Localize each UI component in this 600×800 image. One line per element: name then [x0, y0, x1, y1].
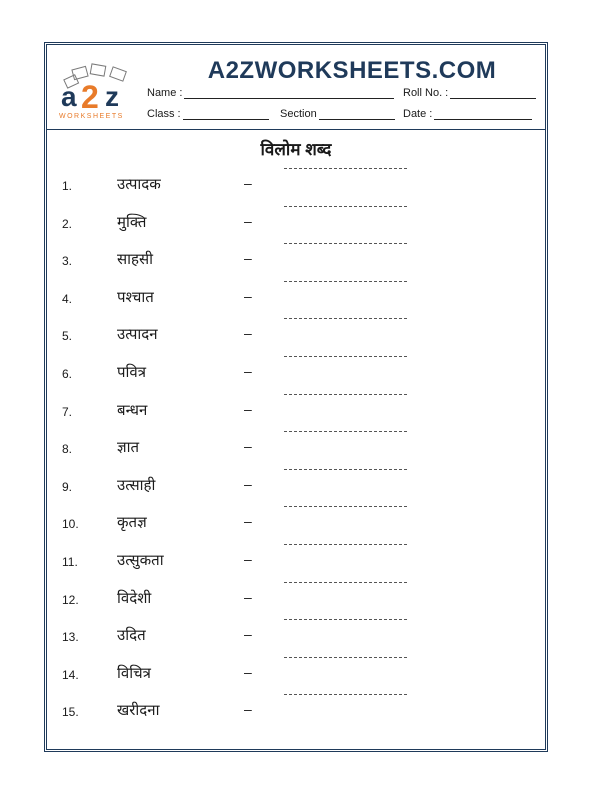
section-blank[interactable]: [319, 109, 395, 120]
name-label: Name :: [147, 87, 183, 99]
roll-no-blank[interactable]: [450, 88, 536, 99]
question-number: 6.: [62, 367, 73, 381]
question-row: [47, 287, 545, 307]
question-row: [47, 362, 545, 382]
answer-blank[interactable]: [284, 394, 407, 395]
question-row: [47, 400, 545, 420]
question-row: [47, 663, 545, 683]
question-dash: –: [244, 287, 252, 304]
answer-blank[interactable]: [284, 544, 407, 545]
question-word: उत्सुकता: [117, 552, 164, 569]
answer-blank[interactable]: [284, 694, 407, 695]
question-number: 7.: [62, 404, 73, 419]
question-word: ज्ञात: [117, 439, 140, 457]
class-field[interactable]: [147, 108, 269, 120]
question-row: [47, 550, 545, 570]
question-word: मुक्ति: [117, 213, 147, 231]
answer-blank[interactable]: [284, 469, 407, 470]
answer-blank[interactable]: [284, 506, 407, 507]
question-row: [47, 249, 545, 269]
answer-blank[interactable]: [284, 168, 407, 169]
question-number: 14.: [62, 667, 79, 682]
question-word: उत्पादन: [117, 326, 158, 344]
roll-no-field[interactable]: [403, 87, 536, 99]
answer-blank[interactable]: [284, 281, 407, 282]
answer-blank[interactable]: [284, 356, 407, 357]
worksheet-title: विलोम शब्द: [260, 140, 332, 159]
question-number: 3.: [62, 254, 73, 269]
answer-blank[interactable]: [284, 318, 407, 319]
site-title: A2ZWORKSHEETS.COM: [207, 57, 497, 84]
question-word: विचित्र: [117, 664, 151, 682]
question-dash: –: [244, 513, 252, 530]
question-dash: –: [244, 663, 252, 680]
question-dash: –: [244, 551, 252, 567]
question-row: [47, 588, 545, 608]
answer-blank[interactable]: [284, 206, 407, 207]
question-dash: –: [244, 400, 252, 417]
question-dash: –: [244, 175, 252, 191]
question-word: पवित्र: [117, 364, 147, 381]
question-word: साहसी: [117, 251, 154, 269]
question-word: खरीदना: [117, 702, 160, 720]
worksheet-header: [47, 45, 545, 130]
question-dash: –: [244, 363, 252, 379]
svg-text:2: 2: [81, 79, 99, 115]
question-row: [47, 475, 545, 495]
question-row: [47, 212, 545, 232]
name-field[interactable]: [147, 87, 394, 99]
worksheet-page: [44, 42, 548, 752]
question-word: विदेशी: [117, 589, 152, 607]
a2z-logo: [57, 63, 141, 123]
section-field[interactable]: [280, 108, 395, 120]
question-word: बन्धन: [117, 401, 148, 419]
question-row: [47, 174, 545, 194]
question-number: 1.: [62, 179, 73, 193]
question-number: 10.: [62, 517, 79, 532]
question-dash: –: [244, 626, 252, 643]
question-dash: –: [244, 438, 252, 455]
answer-blank[interactable]: [284, 243, 407, 244]
question-word: उत्साही: [117, 476, 156, 494]
question-number: 15.: [62, 705, 79, 720]
date-blank[interactable]: [434, 109, 532, 120]
question-number: 9.: [62, 479, 73, 494]
question-row: [47, 437, 545, 457]
date-field[interactable]: [403, 108, 532, 120]
question-dash: –: [244, 325, 252, 342]
section-label: Section: [280, 108, 317, 120]
roll-no-label: Roll No. :: [403, 87, 449, 99]
question-dash: –: [244, 588, 252, 605]
logo-caption: WORKSHEETS: [59, 113, 124, 120]
question-dash: –: [244, 701, 252, 718]
answer-blank[interactable]: [284, 582, 407, 583]
question-number: 8.: [62, 442, 73, 457]
svg-text:z: z: [105, 81, 119, 112]
class-label: Class :: [147, 108, 181, 120]
question-word: उदित: [117, 627, 146, 645]
answer-blank[interactable]: [284, 619, 407, 620]
question-number: 4.: [62, 291, 73, 306]
name-blank[interactable]: [184, 88, 394, 99]
answer-blank[interactable]: [284, 657, 407, 658]
question-number: 12.: [62, 592, 79, 607]
question-word: कृतज्ञ: [117, 514, 147, 532]
question-word: पश्चात: [117, 288, 154, 306]
question-number: 11.: [62, 555, 78, 569]
question-row: [47, 700, 545, 720]
question-dash: –: [244, 475, 252, 492]
question-dash: –: [244, 212, 252, 229]
answer-blank[interactable]: [284, 431, 407, 432]
date-label: Date :: [403, 108, 433, 120]
question-number: 2.: [62, 216, 73, 231]
question-number: 5.: [62, 329, 73, 344]
svg-text:a: a: [61, 81, 77, 112]
question-word: उत्पादक: [117, 176, 161, 193]
question-row: [47, 625, 545, 645]
question-row: [47, 512, 545, 532]
question-number: 13.: [62, 630, 79, 645]
question-dash: –: [244, 250, 252, 267]
question-row: [47, 324, 545, 344]
class-blank[interactable]: [183, 109, 269, 120]
